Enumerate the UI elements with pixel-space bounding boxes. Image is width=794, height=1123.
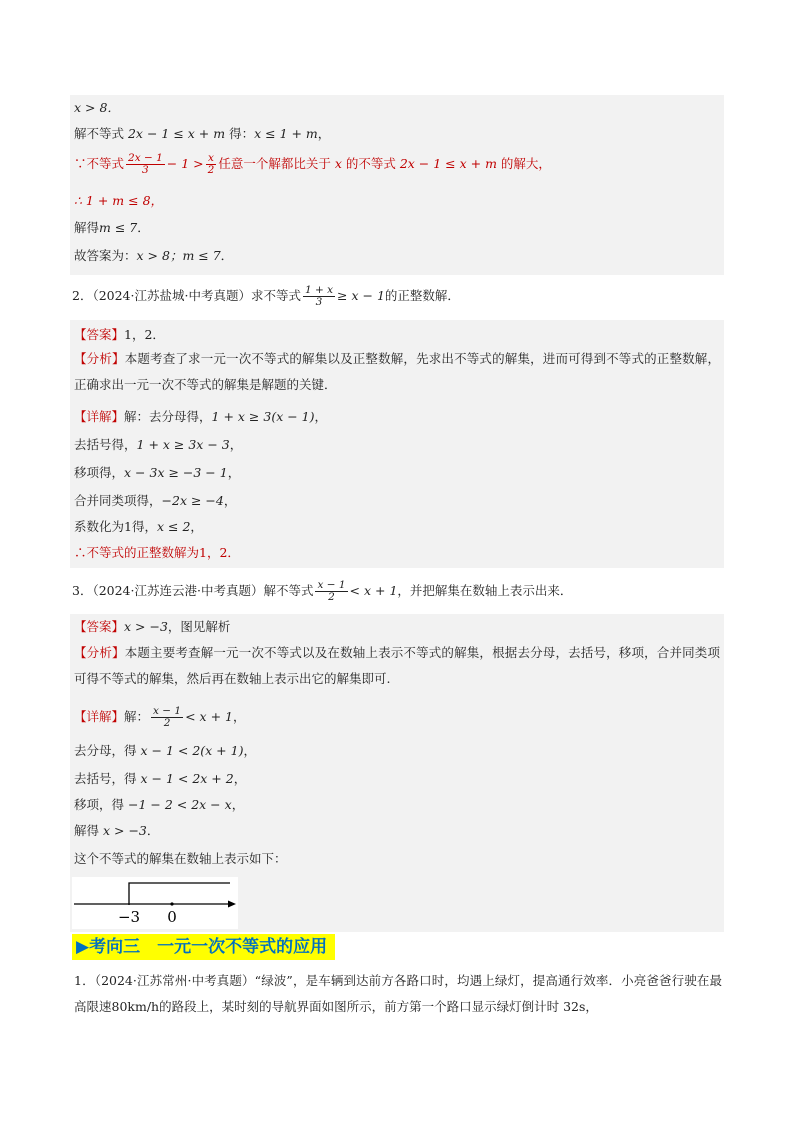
origin-tick (170, 902, 173, 905)
question-application-1: 1．（2024·江苏常州·中考真题）“绿波”，是车辆到达前方各路口时，均遇上绿灯，提高通行效率．小亮爸爸行驶在最高限速80km/h的路段上，某时刻的导航界面如图所示，前方第一个路口显示绿灯倒计时 32s， (74, 973, 722, 1014)
text-line: 去括号得，1 + x ≥ 3x − 3， (74, 437, 243, 452)
answer-line: 【答案】1，2． (74, 327, 165, 342)
tick-label-0: 0 (167, 908, 177, 926)
text-line: ∴不等式的正整数解为1，2． (74, 545, 240, 560)
number-line-figure (72, 877, 238, 929)
text-line: 故答案为：x > 8；m ≤ 7． (74, 248, 234, 263)
section-heading: ▶考向三 一元一次不等式的应用 (72, 934, 335, 960)
answer-line: 【答案】x > −3，图见解析 (74, 619, 231, 634)
analysis-paragraph: 【分析】本题考查了求一元一次不等式的解集以及正整数解，先求出不等式的解集，进而可得到不等式的正整数解，正确求出一元一次不等式的解集是解题的关键． (74, 351, 720, 392)
tick-label-neg3: −3 (117, 908, 141, 926)
text-line: 解得m ≤ 7． (74, 220, 150, 235)
text-line: 移项，得 −1 − 2 < 2x − x， (74, 797, 245, 812)
detail-line: 【详解】解： $\frac{x - 1}{2}$ < x + 1， (74, 705, 246, 729)
text-line: 去括号，得 x − 1 < 2x + 2， (74, 771, 247, 786)
text-line: 解不等式 2x − 1 ≤ x + m 得：x ≤ 1 + m， (74, 126, 331, 141)
solution-block-1 (70, 95, 724, 275)
question-3: 3．（2024·江苏连云港·中考真题）解不等式 $\frac{x - 1}{2}$ < x + 1，并把解集在数轴上表示出来． (72, 579, 573, 603)
text-line: ∵不等式 $\frac{2x - 1}{3}$ − 1 > $\frac{x}{2}$ 任意一个解都比关于 x 的不等式 2x − 1 ≤ x + m 的解大， (74, 152, 551, 176)
text-line: 系数化为1得，x ≤ 2， (74, 519, 203, 534)
text-line: ∴ 1 + m ≤ 8， (74, 193, 164, 208)
text-line: 去分母，得 x − 1 < 2(x + 1)， (74, 743, 256, 758)
text-line: 合并同类项得，−2x ≥ −4， (74, 493, 237, 508)
text-line: x > 8． (74, 100, 120, 115)
text-line: 这个不等式的解集在数轴上表示如下： (74, 851, 287, 866)
analysis-paragraph: 【分析】本题主要考查解一元一次不等式以及在数轴上表示不等式的解集，根据去分母，去括号，移项，合并同类项可得不等式的解集，然后再在数轴上表示出它的解集即可. (74, 645, 720, 686)
question-2: 2．（2024·江苏盐城·中考真题）求不等式 $\frac{1 + x}{3}$ ≥ x − 1的正整数解． (72, 284, 460, 308)
text-line: 解得 x > −3． (74, 823, 160, 838)
solution-block-2 (70, 320, 724, 568)
text-line: 移项得，x − 3x ≥ −3 − 1， (74, 465, 241, 480)
number-line-background (72, 877, 238, 929)
detail-line: 【详解】解：去分母得，1 + x ≥ 3(x − 1)， (74, 409, 328, 424)
